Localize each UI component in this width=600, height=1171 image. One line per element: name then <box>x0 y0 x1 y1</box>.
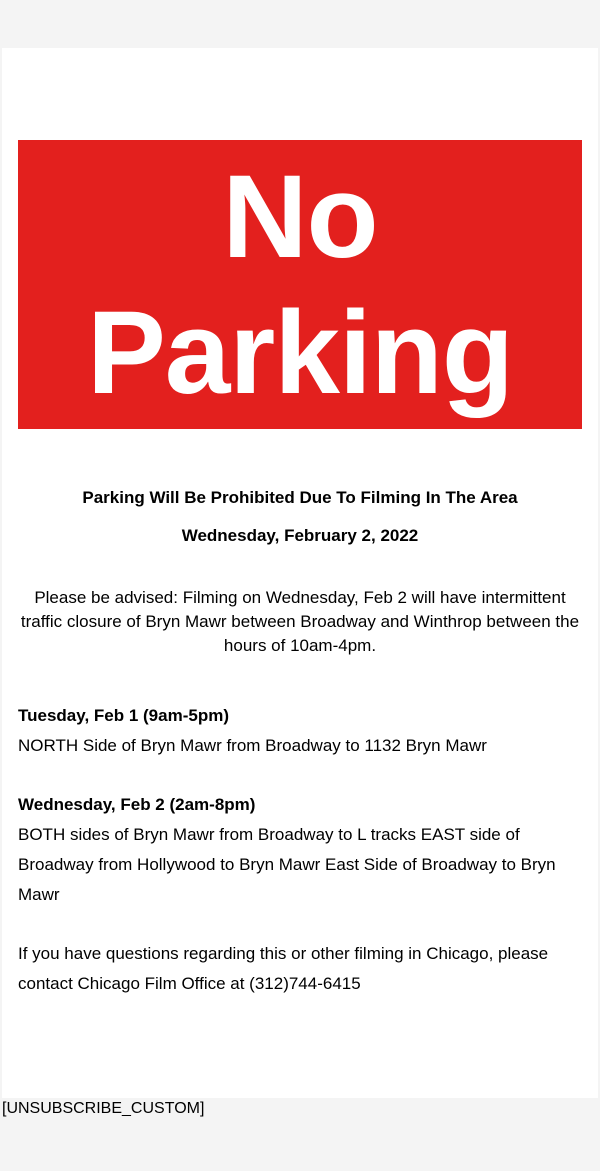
email-card <box>2 48 598 1098</box>
intro-paragraph: Please be advised: Filming on Wednesday, Feb 2 will have intermittent traffic closure of Bryn Mawr between Broadway and Winthrop between the hours of 10am-4pm. <box>20 588 580 655</box>
banner-line-no: No <box>222 150 378 283</box>
contact-text: If you have questions regarding this or other filming in Chicago, please contact Chicago Film Office at (312)744-6415 <box>18 944 549 993</box>
schedule-tuesday <box>18 701 588 761</box>
contact-paragraph <box>18 939 588 999</box>
schedule-text: BOTH sides of Bryn Mawr from Broadway to L tracks EAST side of Broadway from Hollywood to Bryn Mawr East Side of Broadway to Bryn Mawr <box>18 825 556 904</box>
schedule-title: Tuesday, Feb 1 (9am-5pm) <box>18 706 229 725</box>
banner-line-parking: Parking <box>87 286 513 419</box>
no-parking-banner <box>18 140 582 429</box>
schedule-title: Wednesday, Feb 2 (2am-8pm) <box>18 795 256 814</box>
schedule-text: NORTH Side of Bryn Mawr from Broadway to 1132 Bryn Mawr <box>18 736 487 755</box>
unsubscribe-placeholder[interactable]: [UNSUBSCRIBE_CUSTOM] <box>2 1100 205 1117</box>
event-date: Wednesday, February 2, 2022 <box>181 526 419 545</box>
headline: Parking Will Be Prohibited Due To Filming In The Area <box>82 488 518 507</box>
schedule-wednesday <box>18 790 588 910</box>
